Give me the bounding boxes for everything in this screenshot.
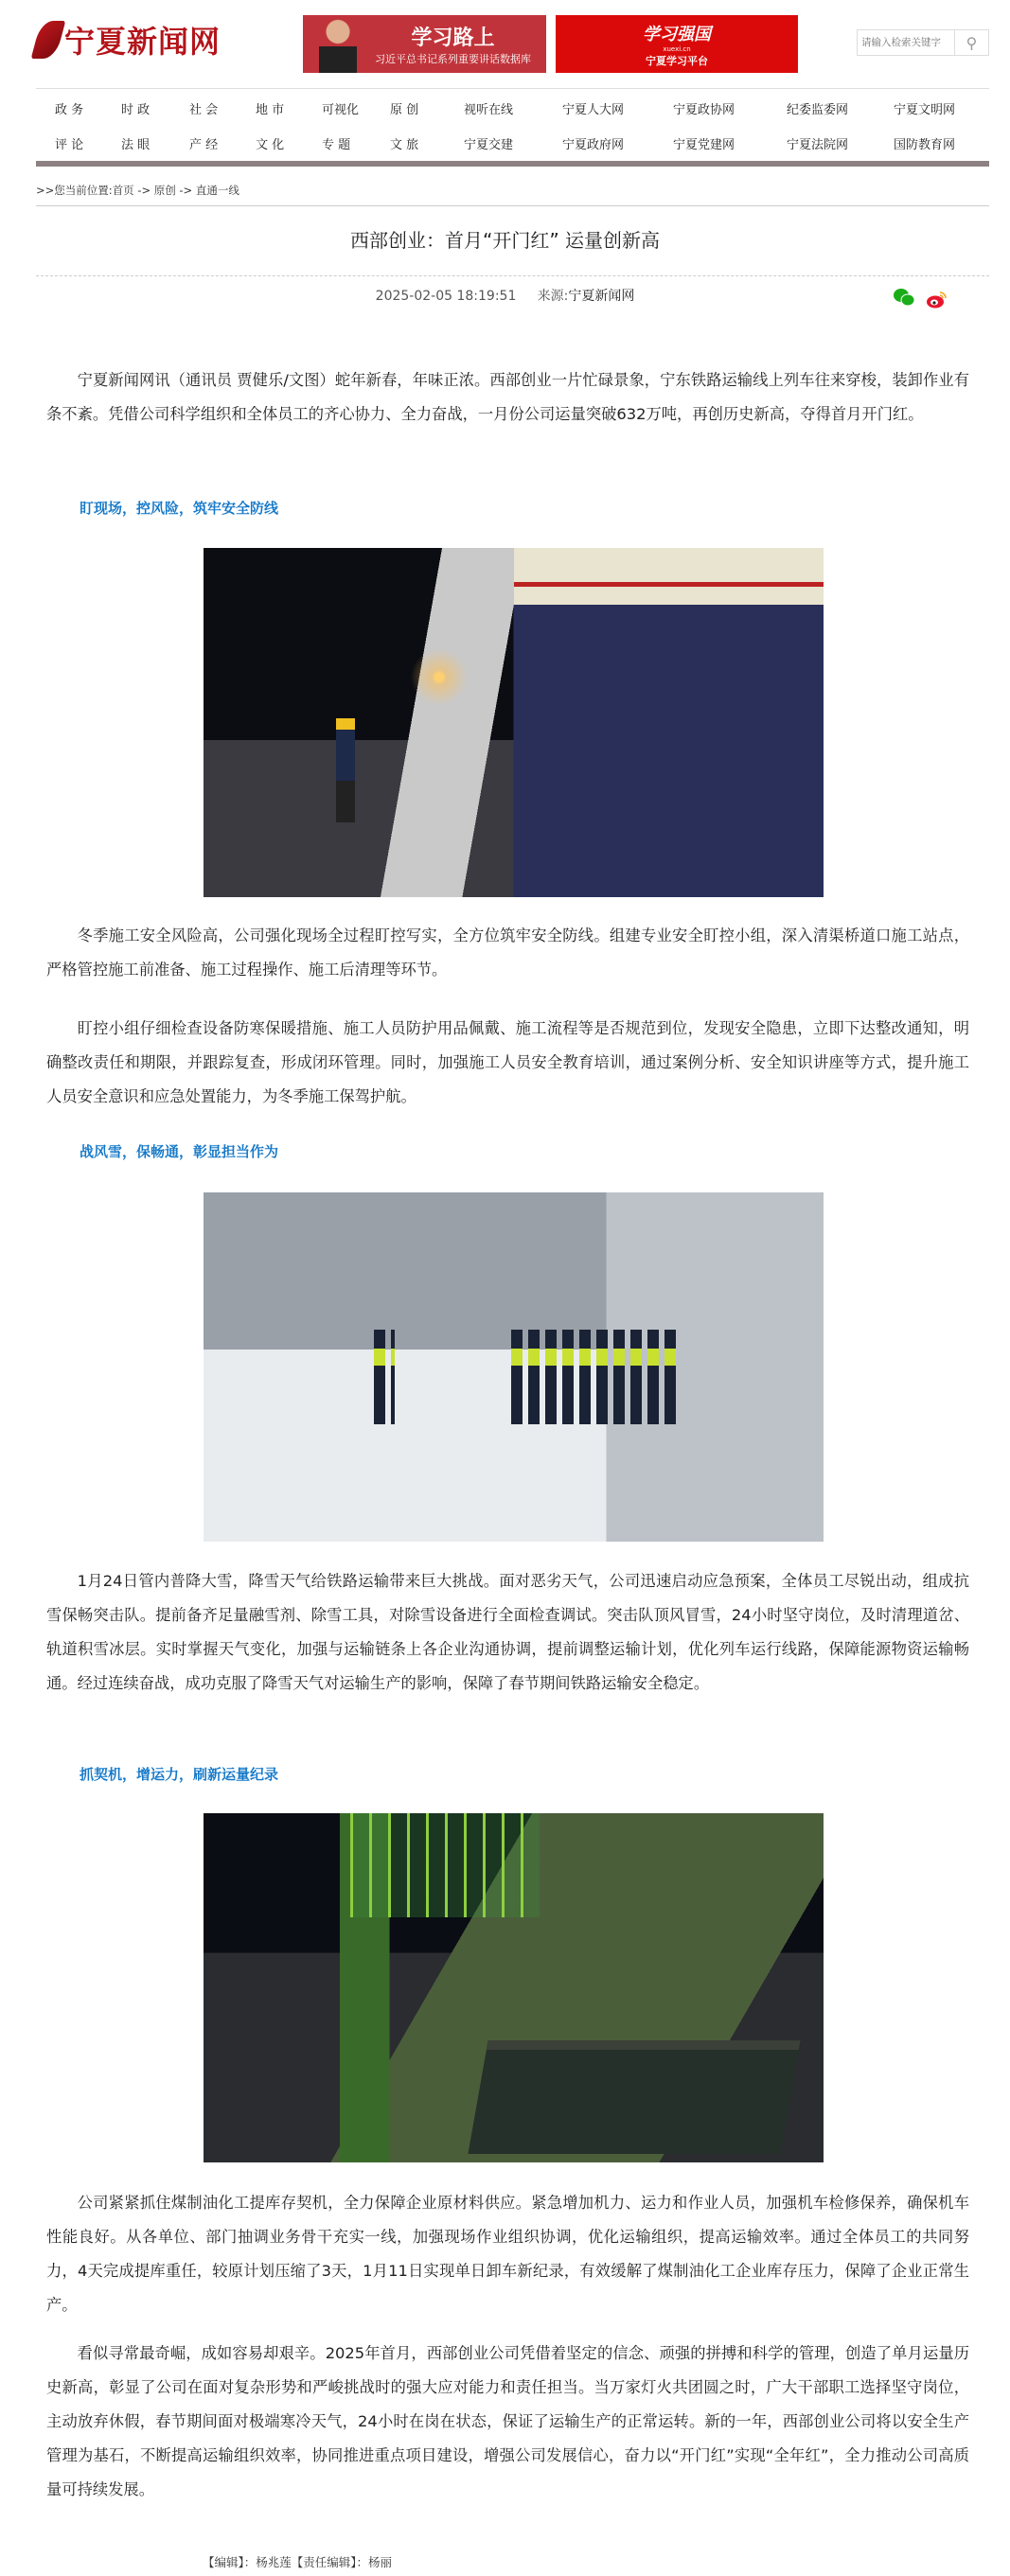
photo-snow-team bbox=[204, 1192, 824, 1542]
search-input[interactable] bbox=[858, 30, 954, 55]
article-paragraph: 宁夏新闻网讯（通讯员 贾健乐/文图）蛇年新春，年味正浓。西部创业一片忙碌景象，宁东铁路运输线上列车往来穿梭，装卸作业有条不紊。凭借公司科学组织和全体员工的齐心协力、全力奋战，一月份公司运量突破632万吨，再创历史新高，夺得首月开门红。 bbox=[46, 371, 969, 423]
weibo-icon[interactable] bbox=[926, 290, 948, 309]
search-box bbox=[857, 29, 989, 56]
banner-small: xuexi.cn bbox=[663, 44, 691, 53]
nav-row-2 bbox=[36, 129, 989, 157]
nav-link[interactable]: 宁夏法院网 bbox=[787, 138, 849, 152]
article-paragraph: 冬季施工安全风险高，公司强化现场全过程盯控写实，全方位筑牢安全防线。组建专业安全盯控小组，深入清渠桥道口施工站点，严格管控施工前准备、施工过程操作、施工后清理等环节。 bbox=[46, 926, 969, 979]
nav-divider bbox=[36, 88, 989, 89]
nav-link[interactable]: 宁夏交建 bbox=[464, 138, 514, 152]
photo-coal-unloading bbox=[204, 1813, 824, 2162]
section-heading: 战风雪，保畅通，彰显担当作为 bbox=[80, 1143, 279, 1160]
breadcrumb[interactable]: >>您当前位置:首页 -> 原创 -> 直通一线 bbox=[36, 184, 239, 197]
editor-credit: 【编辑】：杨兆莲【责任编辑】：杨丽 bbox=[203, 2555, 393, 2569]
banner-subtitle: 习近平总书记系列重要讲话数据库 bbox=[375, 53, 531, 65]
nav-row-1 bbox=[36, 94, 989, 122]
photo-night-safety-inspection bbox=[204, 548, 824, 897]
section-heading: 盯现场，控风险，筑牢安全防线 bbox=[80, 500, 279, 517]
banner-title: 学习路上 bbox=[411, 26, 495, 50]
nav-link[interactable]: 宁夏文明网 bbox=[894, 103, 956, 117]
nav-link[interactable]: 宁夏政协网 bbox=[673, 103, 735, 117]
nav-link[interactable]: 视听在线 bbox=[464, 103, 514, 117]
banner-xuexi-qiangguo[interactable] bbox=[556, 15, 798, 73]
nav-link[interactable]: 文 化 bbox=[256, 138, 285, 152]
nav-link[interactable]: 法 眼 bbox=[121, 138, 151, 152]
nav-link[interactable]: 宁夏人大网 bbox=[562, 103, 625, 117]
article-paragraph: 公司紧紧抓住煤制油化工提库存契机，全力保障企业原材料供应。紧急增加机力、运力和作业人员，加强机车检修保养，确保机车性能良好。从各单位、部门抽调业务骨干充实一线，加强现场作业组织协调，优化运输组织，提高运输效率。通过全体员工的共同努力，4天完成提库重任，较原计划压缩了3天，1月11日实现单日卸车新纪录，有效缓解了煤制油化工企业库存压力，保障了企业正常生产。 bbox=[46, 2194, 969, 2314]
nav-link[interactable]: 宁夏政府网 bbox=[562, 138, 625, 152]
banner-subtitle: 宁夏学习平台 bbox=[646, 54, 708, 67]
article-paragraph: 看似寻常最奇崛，成如容易却艰辛。2025年首月，西部创业公司凭借着坚定的信念、顽强的拼搏和科学的管理，创造了单月运量历史新高，彰显了公司在面对复杂形势和严峻挑战时的强大应对能力和责任担当。当万家灯火共团圆之时，广大干部职工选择坚守岗位，主动放弃休假，春节期间面对极端寒冷天气，24小时在岗在状态，保证了运输生产的正常运转。新的一年，西部创业公司将以安全生产管理为基石，不断提高运输组织效率，协同推进重点项目建设，增强公司发展信心，奋力以“开门红”实现“全年红”，全力推动公司高质量可持续发展。 bbox=[46, 2344, 969, 2498]
wechat-icon[interactable] bbox=[893, 288, 915, 307]
nav-link[interactable]: 国防教育网 bbox=[894, 138, 956, 152]
nav-link[interactable]: 政 务 bbox=[55, 103, 84, 117]
nav-link[interactable]: 产 经 bbox=[189, 138, 219, 152]
source-label: 来源: bbox=[537, 289, 569, 304]
divider bbox=[36, 275, 989, 276]
nav-link[interactable]: 文 旅 bbox=[390, 138, 419, 152]
nav-link[interactable]: 原 创 bbox=[390, 103, 419, 117]
nav-link[interactable]: 地 市 bbox=[256, 103, 285, 117]
banner-title: 学习强国 bbox=[643, 24, 711, 44]
nav-link[interactable]: 可视化 bbox=[322, 103, 360, 117]
nav-link[interactable]: 专 题 bbox=[322, 138, 351, 152]
nav-link[interactable]: 社 会 bbox=[189, 103, 219, 117]
nav-link[interactable]: 纪委监委网 bbox=[787, 103, 849, 117]
divider bbox=[36, 205, 989, 206]
article-meta bbox=[0, 286, 1010, 305]
nav-link[interactable]: 时 政 bbox=[121, 103, 151, 117]
nav-link[interactable]: 评 论 bbox=[55, 138, 84, 152]
publish-time: 2025-02-05 18:19:51 bbox=[375, 289, 517, 304]
portrait-image bbox=[305, 18, 371, 73]
source-name: 宁夏新闻网 bbox=[568, 289, 635, 304]
article-paragraph: 盯控小组仔细检查设备防寒保暖措施、施工人员防护用品佩戴、施工流程等是否规范到位，发现安全隐患，立即下达整改通知，明确整改责任和期限，并跟踪复查，形成闭环管理。同时，加强施工人员安全教育培训，通过案例分析、安全知识讲座等方式，提升施工人员安全意识和应急处置能力，为冬季施工保驾护航。 bbox=[46, 1019, 969, 1105]
nav-bottom-bar bbox=[36, 161, 989, 167]
nav-link[interactable]: 宁夏党建网 bbox=[673, 138, 735, 152]
page-title: 西部创业：首月“开门红” 运量创新高 bbox=[349, 229, 661, 252]
site-logo[interactable] bbox=[36, 19, 221, 61]
logo-text: 宁夏新闻网 bbox=[64, 24, 221, 60]
section-heading: 抓契机，增运力，刷新运量纪录 bbox=[80, 1766, 279, 1783]
article-paragraph: 1月24日管内普降大雪，降雪天气给铁路运输带来巨大挑战。面对恶劣天气，公司迅速启动应急预案，全体员工尽锐出动，组成抗雪保畅突击队。提前备齐足量融雪剂、除雪工具，对除雪设备进行全面检查调试。突击队顶风冒雪，24小时坚守岗位，及时清理道岔、轨道积雪冰层。实时掌握天气变化，加强与运输链条上各企业沟通协调，提前调整运输计划，优化列车运行线路，保障能源物资运输畅通。经过连续奋战，成功克服了降雪天气对运输生产的影响，保障了春节期间铁路运输安全稳定。 bbox=[46, 1572, 969, 1692]
banner-xuexi-lushang[interactable] bbox=[303, 15, 546, 73]
logo-mark-icon bbox=[31, 21, 66, 59]
search-icon[interactable]: ⚲ bbox=[954, 30, 988, 55]
